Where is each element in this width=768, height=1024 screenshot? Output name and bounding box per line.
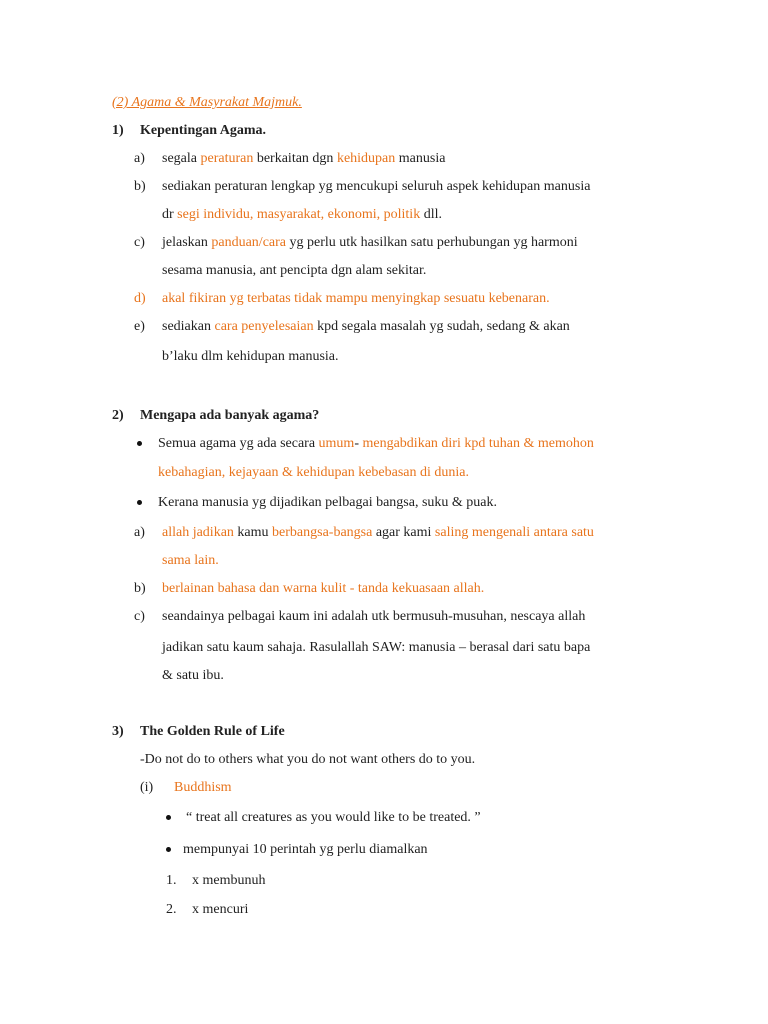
bullet-icon: [166, 847, 171, 852]
section-1-heading: Kepentingan Agama.: [140, 123, 267, 138]
commandment-2: x mencuri: [192, 902, 249, 917]
bullet-icon: [137, 500, 142, 505]
section-1-item-e-line-1: sediakan cara penyelesaian kpd segala masalah yg sudah, sedang & akan: [162, 319, 570, 334]
section-2-item-c-line-1: seandainya pelbagai kaum ini adalah utk bermusuh-musuhan, nescaya allah: [162, 609, 586, 624]
section-2-item-b: berlainan bahasa dan warna kulit - tanda kekuasaan allah.: [162, 581, 485, 596]
commandment-1: x membunuh: [192, 873, 266, 888]
bullet-icon: [166, 815, 171, 820]
section-2-bullet-2: Kerana manusia yg dijadikan pelbagai bangsa, suku & puak.: [158, 495, 498, 510]
item-marker: d): [134, 291, 146, 306]
numbered-marker: 2.: [166, 902, 177, 917]
buddhism-label: Buddhism: [174, 780, 232, 795]
section-2-item-a-line-2: sama lain.: [162, 553, 219, 568]
section-1-item-d: akal fikiran yg terbatas tidak mampu menyingkap sesuatu kebenaran.: [162, 291, 550, 306]
bullet-icon: [137, 441, 142, 446]
section-1-item-b-line-1: sediakan peraturan lengkap yg mencukupi seluruh aspek kehidupan manusia: [162, 179, 591, 194]
item-marker: a): [134, 151, 145, 166]
item-marker: b): [134, 179, 146, 194]
item-marker: a): [134, 525, 145, 540]
item-marker: b): [134, 581, 146, 596]
section-3-number: 3): [112, 724, 124, 739]
section-2-heading: Mengapa ada banyak agama?: [140, 408, 320, 423]
section-2-item-a-line-1: allah jadikan kamu berbangsa-bangsa agar kami saling mengenali antara satu: [162, 525, 594, 540]
buddhism-commandments: mempunyai 10 perintah yg perlu diamalkan: [183, 842, 428, 857]
document-title: (2) Agama & Masyrakat Majmuk.: [112, 95, 302, 110]
section-2-bullet-1-line-2: kebahagian, kejayaan & kehidupan kebebasan di dunia.: [158, 465, 469, 480]
section-1-item-b-line-2: dr segi individu, masyarakat, ekonomi, politik dll.: [162, 207, 442, 222]
numbered-marker: 1.: [166, 873, 177, 888]
section-1-number: 1): [112, 123, 124, 138]
section-2-number: 2): [112, 408, 124, 423]
section-1-item-a: segala peraturan berkaitan dgn kehidupan manusia: [162, 151, 446, 166]
section-2-item-c-line-3: & satu ibu.: [162, 668, 224, 683]
item-marker: e): [134, 319, 145, 334]
section-3-heading: The Golden Rule of Life: [140, 724, 285, 739]
item-marker: c): [134, 609, 145, 624]
item-marker: (i): [140, 780, 154, 795]
section-2-item-c-line-2: jadikan satu kaum sahaja. Rasulallah SAW: manusia – berasal dari satu bapa: [162, 640, 591, 655]
section-2-bullet-1-line-1: Semua agama yg ada secara umum- mengabdikan diri kpd tuhan & memohon: [158, 436, 594, 451]
golden-rule-text: -Do not do to others what you do not want others do to you.: [140, 752, 476, 767]
section-1-item-c-line-1: jelaskan panduan/cara yg perlu utk hasilkan satu perhubungan yg harmoni: [162, 235, 578, 250]
item-marker: c): [134, 235, 145, 250]
buddhism-quote: “ treat all creatures as you would like to be treated. ”: [186, 810, 481, 825]
section-1-item-e-line-2: b’laku dlm kehidupan manusia.: [162, 349, 339, 364]
section-1-item-c-line-2: sesama manusia, ant pencipta dgn alam sekitar.: [162, 263, 427, 278]
